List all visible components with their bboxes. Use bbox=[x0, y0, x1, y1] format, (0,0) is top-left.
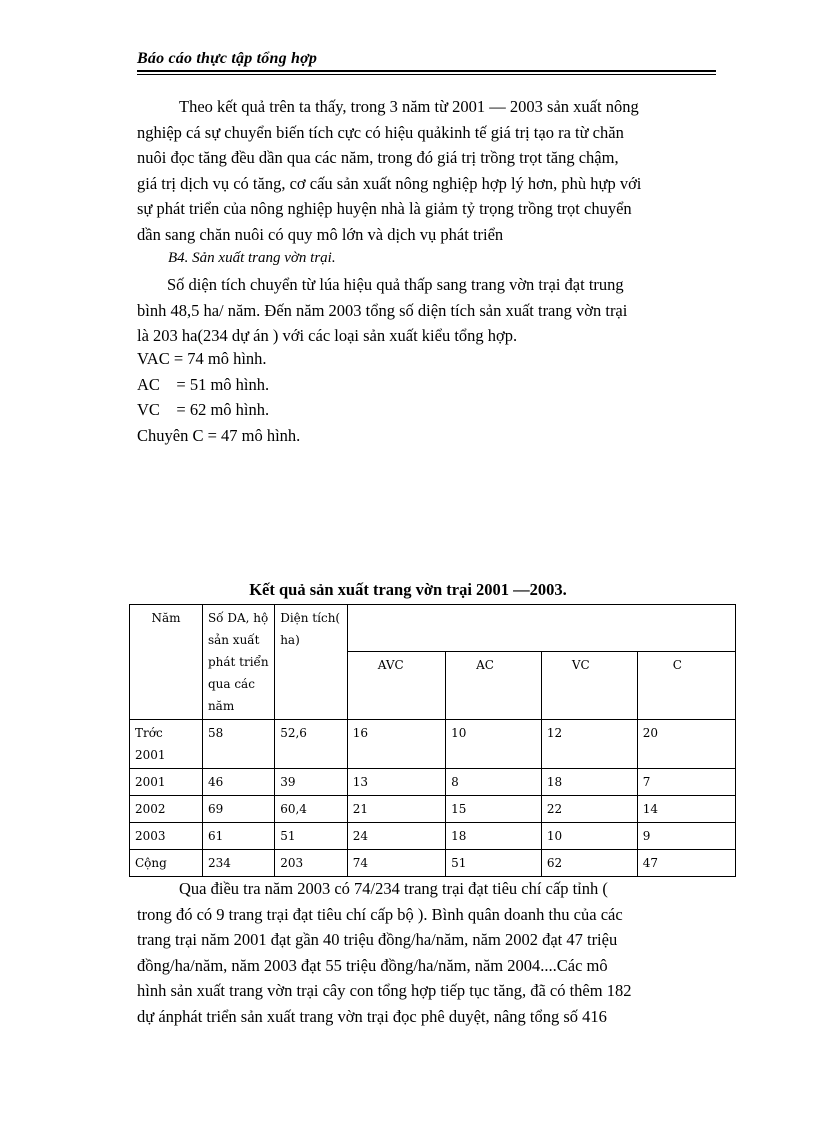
cell-year: Trớc 2001 bbox=[130, 720, 203, 769]
header-rule-thick bbox=[137, 70, 716, 72]
cell-avc: 16 bbox=[347, 720, 445, 769]
cell-avc: 24 bbox=[347, 823, 445, 850]
cell-year: Cộng bbox=[130, 850, 203, 877]
cell-c: 47 bbox=[637, 850, 735, 877]
cell-ac: 15 bbox=[446, 796, 542, 823]
header-model-group bbox=[347, 605, 735, 652]
cell-area: 39 bbox=[275, 769, 348, 796]
cell-vc: 22 bbox=[541, 796, 637, 823]
paragraph-3-line: dự ánphát triển sản xuất trang vờn trại đọc phê duyệt, nâng tổng số 416 bbox=[137, 1006, 607, 1026]
cell-ac: 8 bbox=[446, 769, 542, 796]
table-title: Kết quả sản xuất trang vờn trại 2001 —2003. bbox=[249, 580, 567, 599]
cell-vc: 62 bbox=[541, 850, 637, 877]
paragraph-3-line: trong đó có 9 trang trại đạt tiêu chí cấp bộ ). Bình quân doanh thu của các bbox=[137, 904, 623, 924]
cell-year: 2001 bbox=[130, 769, 203, 796]
header-ac: AC bbox=[446, 651, 542, 719]
header-projects: Số DA, hộ sản xuất phát triển qua các năm bbox=[202, 605, 274, 720]
header-rule-thin bbox=[137, 74, 716, 75]
paragraph-2-line: Số diện tích chuyển từ lúa hiệu quả thấp sang trang vờn trại đạt trung bbox=[167, 275, 624, 294]
table-row-total bbox=[130, 850, 736, 877]
paragraph-1 bbox=[137, 94, 717, 247]
cell-area: 60,4 bbox=[275, 796, 348, 823]
cell-c: 9 bbox=[637, 823, 735, 850]
paragraph-2-line: là 203 ha(234 dự án ) với các loại sản xuất kiểu tổng hợp. bbox=[137, 326, 518, 345]
cell-ac: 51 bbox=[446, 850, 542, 877]
header-avc: AVC bbox=[347, 651, 445, 719]
paragraph-1-line: nghiệp cá sự chuyển biến tích cực có hiệu quảkinh tế giá trị tạo ra từ chăn bbox=[137, 122, 624, 142]
paragraph-2 bbox=[137, 272, 717, 349]
paragraph-1-line: dần sang chăn nuôi có quy mô lớn và dịch vụ phát triển bbox=[137, 224, 504, 244]
paragraph-2-line: bình 48,5 ha/ năm. Đến năm 2003 tổng số diện tích sản xuất trang vờn trại bbox=[137, 300, 628, 320]
paragraph-1-line: sự phát triển của nông nghiệp huyện nhà là giảm tỷ trọng trồng trọt chuyển bbox=[137, 199, 632, 218]
cell-projects: 58 bbox=[202, 720, 274, 769]
cell-vc: 18 bbox=[541, 769, 637, 796]
section-subheading: B4. Sản xuất trang vờn trại. bbox=[168, 250, 336, 266]
paragraph-1-line: giá trị dịch vụ có tăng, cơ cấu sản xuất nông nghiệp hợp lý hơn, phù hựp với bbox=[137, 173, 642, 193]
results-table bbox=[129, 604, 736, 877]
cell-c: 20 bbox=[637, 720, 735, 769]
model-count-c: Chuyên C = 47 mô hình. bbox=[137, 426, 301, 445]
cell-projects: 69 bbox=[202, 796, 274, 823]
paragraph-3-line: đồng/ha/năm, năm 2003 đạt 55 triệu đồng/ha/năm, năm 2004....Các mô bbox=[137, 955, 608, 975]
cell-avc: 74 bbox=[347, 850, 445, 877]
header-year: Năm bbox=[130, 605, 203, 720]
cell-vc: 10 bbox=[541, 823, 637, 850]
cell-c: 7 bbox=[637, 769, 735, 796]
model-count-vc: VC = 62 mô hình. bbox=[137, 400, 270, 419]
cell-year: 2002 bbox=[130, 796, 203, 823]
paragraph-3-line: hình sản xuất trang vờn trại cây con tổng hợp tiếp tục tăng, đã có thêm 182 bbox=[137, 981, 632, 1000]
model-count-vac: VAC = 74 mô hình. bbox=[137, 349, 267, 368]
paragraph-3-line: trang trại năm 2001 đạt gần 40 triệu đồng/ha/năm, năm 2002 đạt 47 triệu bbox=[137, 930, 618, 949]
paragraph-1-line: Theo kết quả trên ta thấy, trong 3 năm từ 2001 — 2003 sản xuất nông bbox=[179, 97, 639, 116]
paragraph-3-line: Qua điều tra năm 2003 có 74/234 trang trại đạt tiêu chí cấp tỉnh ( bbox=[179, 879, 608, 898]
cell-avc: 13 bbox=[347, 769, 445, 796]
cell-projects: 234 bbox=[202, 850, 274, 877]
table-row bbox=[130, 720, 736, 769]
cell-ac: 18 bbox=[446, 823, 542, 850]
model-count-ac: AC = 51 mô hình. bbox=[137, 375, 270, 394]
cell-area: 52,6 bbox=[275, 720, 348, 769]
table-row bbox=[130, 796, 736, 823]
cell-area: 203 bbox=[275, 850, 348, 877]
header-title: Báo cáo thực tập tổng hợp bbox=[137, 50, 318, 67]
table-row bbox=[130, 823, 736, 850]
cell-projects: 46 bbox=[202, 769, 274, 796]
cell-ac: 10 bbox=[446, 720, 542, 769]
header-c: C bbox=[637, 651, 735, 719]
cell-year: 2003 bbox=[130, 823, 203, 850]
header-vc: VC bbox=[541, 651, 637, 719]
table-row bbox=[130, 769, 736, 796]
cell-projects: 61 bbox=[202, 823, 274, 850]
table-header-row bbox=[130, 605, 736, 652]
cell-c: 14 bbox=[637, 796, 735, 823]
cell-vc: 12 bbox=[541, 720, 637, 769]
paragraph-3 bbox=[137, 876, 717, 1029]
header-area: Diện tích( ha) bbox=[275, 605, 348, 720]
cell-avc: 21 bbox=[347, 796, 445, 823]
cell-area: 51 bbox=[275, 823, 348, 850]
paragraph-1-line: nuôi đọc tăng đều dần qua các năm, trong đó giá trị trồng trọt tăng chậm, bbox=[137, 148, 619, 167]
